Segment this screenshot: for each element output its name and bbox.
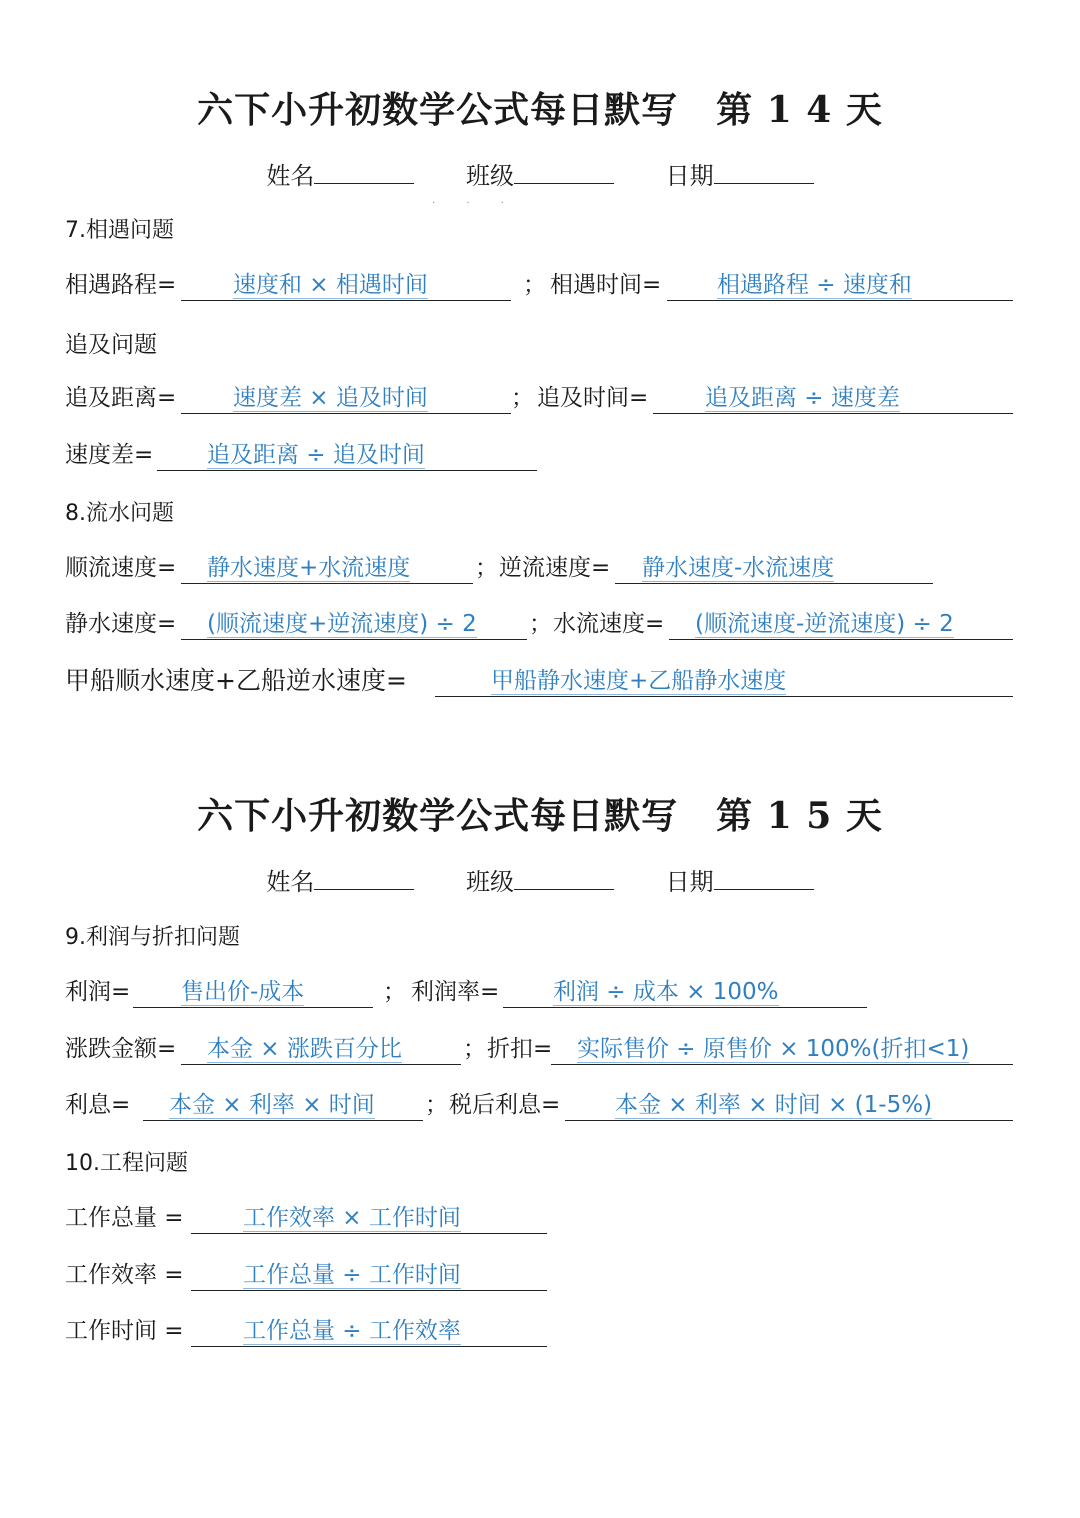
section-heading-7: 7.相遇问题 [65,218,174,243]
formula-label: 相遇时间= [550,272,662,298]
formula-label: 涨跌金额= [65,1036,177,1062]
name-label: 姓名 [266,162,315,190]
answer-text: 静水速度+水流速度 [207,555,411,581]
answer-text: 利润 ÷ 成本 × 100% [553,979,779,1005]
formula-label: 折扣= [487,1036,553,1062]
separator: ； [463,1036,486,1062]
answer-text: 追及距离 ÷ 速度差 [705,385,900,411]
formula-label: 逆流速度= [499,555,611,581]
class-blank[interactable] [514,163,614,184]
name-field[interactable] [266,862,414,897]
day-number: 第 1 5 天 [716,795,883,837]
class-field[interactable] [466,156,614,191]
answer-text: 工作效率 × 工作时间 [243,1205,461,1231]
date-label: 日期 [665,162,714,190]
name-label: 姓名 [266,868,315,896]
separator: ； [523,272,546,298]
answer-text: 相遇路程 ÷ 速度和 [717,272,912,298]
formula-label: 速度差= [65,442,154,468]
title-text: 六下小升初数学公式每日默写 [197,89,679,131]
date-blank[interactable] [714,869,814,890]
date-blank[interactable] [714,163,814,184]
answer-text: 工作总量 ÷ 工作时间 [243,1262,461,1288]
name-blank[interactable] [314,163,414,184]
separator: ； [529,611,552,637]
formula-label: 工作总量 = [65,1205,184,1231]
separator: ； [475,555,498,581]
answer-text: 速度差 × 追及时间 [233,385,428,411]
section-heading-8: 8.流水问题 [65,501,174,526]
date-field[interactable] [666,156,814,191]
date-field[interactable] [666,862,814,897]
section-heading-10: 10.工程问题 [65,1151,188,1176]
answer-text: 本金 × 利率 × 时间 [169,1092,375,1118]
formula-label: 税后利息= [449,1092,561,1118]
separator: ； [383,979,406,1005]
answer-text: 静水速度-水流速度 [642,555,835,581]
section-heading-9: 9.利润与折扣问题 [65,925,240,950]
formula-label: 利息= [65,1092,131,1118]
sub-heading-chase: 追及问题 [65,332,157,358]
answer-text: 速度和 × 相遇时间 [233,272,428,298]
student-info-day14 [0,156,1080,191]
answer-text: 实际售价 ÷ 原售价 × 100%(折扣<1) [577,1036,970,1062]
class-label: 班级 [466,868,514,896]
formula-label: 追及时间= [537,385,649,411]
answer-text: 售出价-成本 [181,979,305,1005]
answer-text: 本金 × 涨跌百分比 [207,1036,402,1062]
separator: ； [511,385,534,411]
student-info-day15 [0,862,1080,897]
answer-text: 甲船静水速度+乙船静水速度 [491,668,787,694]
formula-label: 工作效率 = [65,1262,184,1288]
formula-label: 顺流速度= [65,555,177,581]
formula-label: 静水速度= [65,611,177,637]
formula-label: 利润= [65,979,131,1005]
formula-label: 甲船顺水速度+乙船逆水速度= [65,666,407,695]
scan-dots: · · · [432,198,518,209]
name-blank[interactable] [314,869,414,890]
formula-label: 工作时间 = [65,1318,184,1344]
name-field[interactable] [266,156,414,191]
answer-text: 追及距离 ÷ 追及时间 [207,442,425,468]
date-label: 日期 [665,868,714,896]
answer-text: 本金 × 利率 × 时间 × (1-5%) [615,1092,933,1118]
page-title-day14 [0,82,1080,133]
class-label: 班级 [466,162,514,190]
title-text: 六下小升初数学公式每日默写 [197,795,679,837]
formula-label: 利润率= [411,979,500,1005]
class-blank[interactable] [514,869,614,890]
answer-text: 工作总量 ÷ 工作效率 [243,1318,461,1344]
formula-label: 相遇路程= [65,272,177,298]
class-field[interactable] [466,862,614,897]
formula-label: 水流速度= [553,611,665,637]
answer-text: (顺流速度+逆流速度) ÷ 2 [207,611,477,637]
separator: ； [425,1092,448,1118]
formula-label: 追及距离= [65,385,177,411]
day-number: 第 1 4 天 [716,89,883,131]
page-title-day15 [0,788,1080,839]
answer-text: (顺流速度-逆流速度) ÷ 2 [695,611,954,637]
